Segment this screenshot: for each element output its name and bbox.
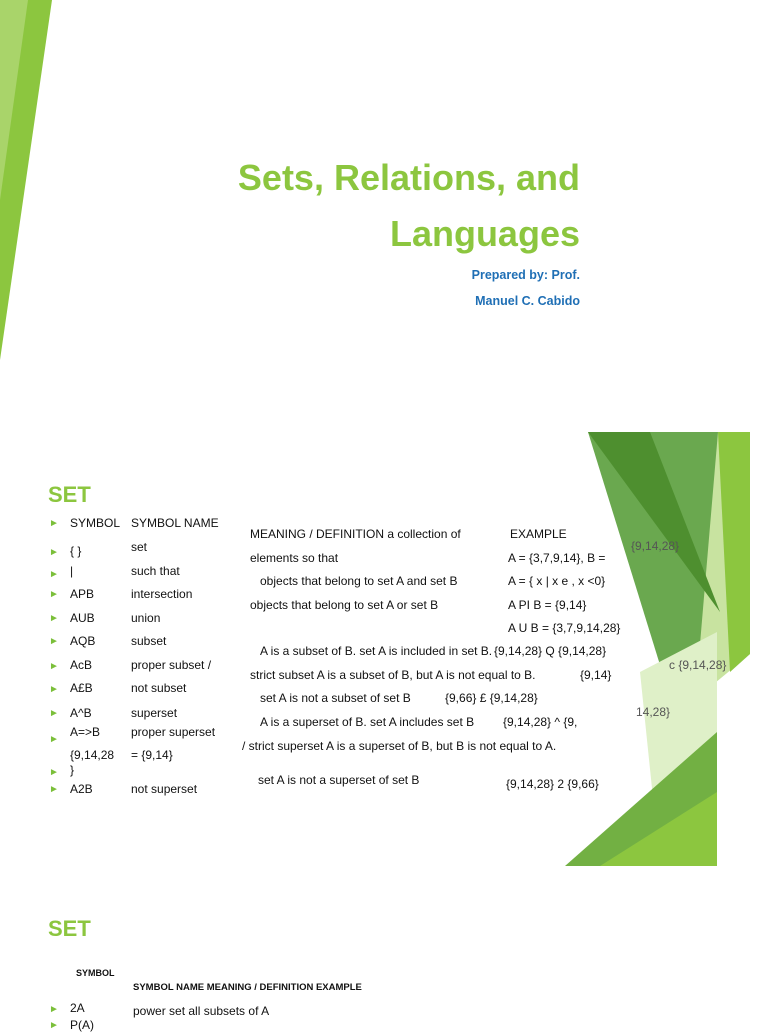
example-text: {9,14,28} ^ {9, [503,715,578,729]
name-cell: proper subset / [131,658,212,672]
symbol-cell: | [70,564,74,578]
symbol-cell: { } [70,544,82,558]
meaning-text: objects that belong to set A and set B [260,574,458,588]
bullet: ► [49,684,59,695]
definition-text: power set all subsets of A [133,1004,270,1018]
meaning-text: A is a subset of B. set A is included in set B. [260,644,493,658]
title-slide [0,0,768,360]
slide-heading: SET [48,482,91,507]
symbol-cell: P(A) [70,1018,94,1032]
meaning-text: MEANING / DEFINITION a collection of [250,527,461,541]
name-cell: set [131,540,148,554]
set-symbols-slide [0,432,768,866]
example-text: A U B = {3,7,9,14,28} [508,621,621,635]
symbol-cell: {9,14,28 [70,748,115,762]
meaning-text: objects that belong to set A or set B [250,598,439,612]
bullet: ► [49,636,59,647]
overflow-text: 14,28} [636,705,671,719]
bullet: ► [49,708,59,719]
example-text: {9,14} [580,668,612,682]
name-cell: not subset [131,681,187,695]
overflow-text: c {9,14,28} [669,658,727,672]
symbol-header: SYMBOL [70,516,121,530]
bullet: ► [49,569,59,580]
symbol-cell: APB [70,587,95,601]
symbol-cell: A2B [70,782,93,796]
bullet: ► [49,734,59,745]
name-cell: such that [131,564,180,578]
name-cell: union [131,611,161,625]
example-text: A = {3,7,9,14}, B = [508,551,606,565]
slide-heading: SET [48,916,91,941]
name-cell: not superset [131,782,198,796]
bullet: ► [49,1004,59,1015]
meaning-text: A is a superset of B. set A includes set B [260,715,475,729]
symbol-cell: 2A [70,1001,85,1015]
bullet: ► [49,589,59,600]
meaning-text: set A is not a subset of set B [260,691,411,705]
symbol-cell: A=>B [70,725,101,739]
name-cell: intersection [131,587,193,601]
symbol-header: SYMBOL [76,968,115,978]
example-header: EXAMPLE [510,527,567,541]
subtitle-line-2: Manuel C. Cabido [475,294,580,308]
name-cell: subset [131,634,167,648]
overflow-text: {9,14,28} [631,539,680,553]
symbol-cell: A^B [70,706,92,720]
example-text: {9,14,28} 2 {9,66} [506,777,599,791]
bullet: ► [49,518,59,529]
meaning-text: set A is not a superset of set B [258,773,420,787]
symbol-cell: AQB [70,634,96,648]
title-line-1: Sets, Relations, and [237,157,580,198]
symbol-cell: } [70,763,75,777]
slide-title [238,150,580,262]
meaning-text: / strict superset A is a superset of B, but B is not equal to A. [242,739,557,753]
name-cell: superset [131,706,178,720]
meaning-text: strict subset A is a subset of B, but A is not equal to B. [250,668,536,682]
title-line-2: Languages [389,213,580,254]
name-cell: proper superset [131,725,216,739]
meaning-text: elements so that [250,551,339,565]
name-cell: = {9,14} [131,748,173,762]
bullet: ► [49,767,59,778]
set-symbols-slide-2 [0,900,768,1032]
example-text: {9,14,28} Q {9,14,28} [494,644,607,658]
bullet: ► [49,784,59,795]
example-text: {9,66} £ {9,14,28} [445,691,538,705]
symbol-cell: AcB [70,658,93,672]
bullet: ► [49,547,59,558]
bullet: ► [49,613,59,624]
symbol-cell: AUB [70,611,95,625]
example-text: A PI B = {9,14} [508,598,587,612]
bullet: ► [49,1020,59,1031]
subtitle-line-1: Prepared by: Prof. [471,268,580,282]
bullet: ► [49,661,59,672]
name-header: SYMBOL NAME [131,516,219,530]
example-text: A = { x | x e , x <0} [508,574,606,588]
symbol-cell: A£B [70,681,93,695]
column-headers: SYMBOL NAME MEANING / DEFINITION EXAMPLE [133,982,362,993]
